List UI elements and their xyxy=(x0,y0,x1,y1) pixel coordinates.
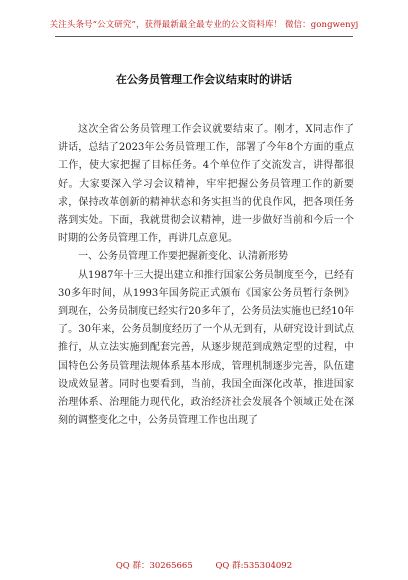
document-title: 在公务员管理工作会议结束时的讲话 xyxy=(116,73,292,86)
header-banner: 关注头条号“公文研究”，获得最新最全最专业的公文资料库！ 微信：gongwenyj xyxy=(49,20,359,30)
footer-qq-group-1: QQ 群：30265665 xyxy=(115,561,193,571)
footer-qq-group-2: QQ 群:535304092 xyxy=(215,561,293,571)
footer-contact xyxy=(0,559,408,571)
paragraph-intro: 这次全省公务员管理工作会议就要结束了。刚才，X同志作了讲话，总结了2023年公务员管理工作，部署了今年8个方面的重点工作，使大家把握了目标任务。4个单位作了交流发言，讲得都很好。大家要深入学习会议精神，牢牢把握公务员管理工作的新要求，保持改革创新的精神状态和务实担当的优良作风，把各项任务落到实处。下面，我就贯彻会议精神，进一步做好当前和今后一个时期的公务员管理工作，再讲几点意见。 xyxy=(58,124,354,245)
section-heading: 一、公务员管理工作要把握新变化、认清新形势 xyxy=(78,251,288,263)
paragraph-history: 从1987年十三大提出建立和推行国家公务员制度至今，已经有30多年时间，从1993年国务院正式颁布《国家公务员暂行条例》到现在，公务员制度已经实行20多年了，公务员法实施也已经10年了。30年来，公务员制度经历了一个从无到有，从研究设计到试点推行，从立法实施到配套完善，从逐步规范到成熟定型的过程，中国特色公务员管理法规体系基本形成，管理机制逐步完善，队伍建设成效显著。同时也要看到，当前，我国全面深化改革，推进国家治理体系、治理能力现代化，政治经济社会发展各个领域正处在深刻的调整变化之中，公务员管理工作也出现了 xyxy=(58,269,354,427)
document-body xyxy=(58,121,354,430)
header-divider xyxy=(55,36,353,37)
